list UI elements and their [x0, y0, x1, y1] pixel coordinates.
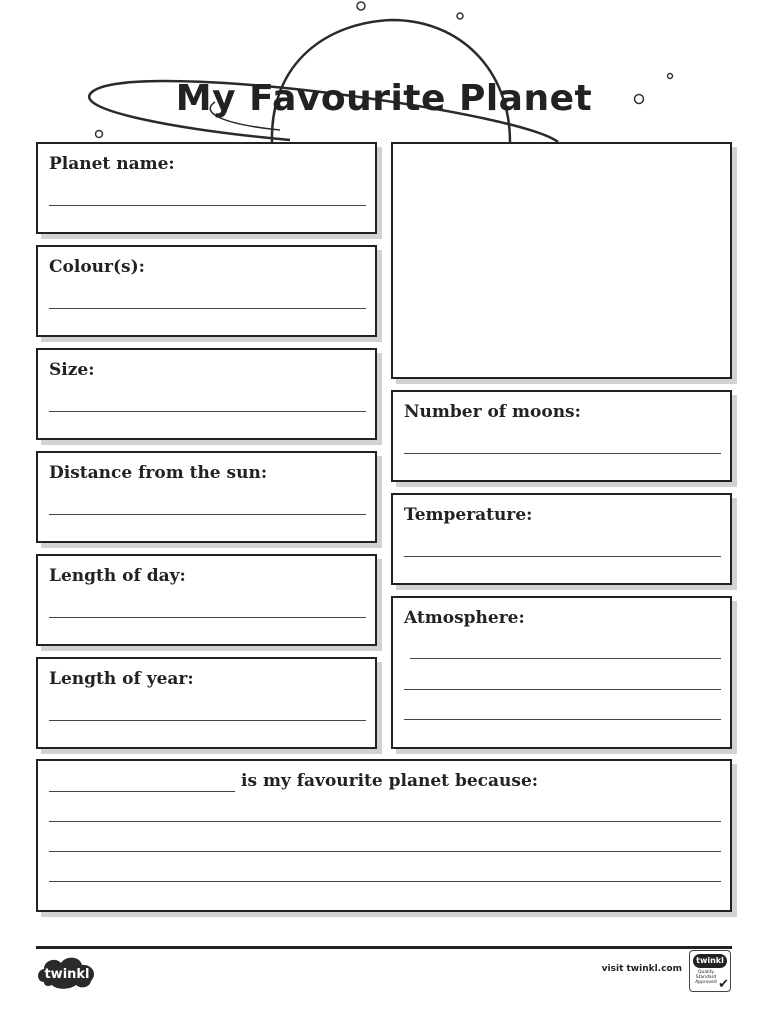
reason-answer-line[interactable]: [49, 821, 721, 822]
planet-name-box: [36, 142, 377, 234]
colours-label: Colour(s):: [49, 257, 145, 277]
number-of-moons-answer-line[interactable]: [404, 453, 721, 454]
favourite-reason-label: is my favourite planet because:: [241, 771, 539, 791]
checkmark-icon: ✔: [718, 977, 729, 992]
drawing-box[interactable]: [391, 142, 732, 379]
temperature-answer-line[interactable]: [404, 556, 721, 557]
reason-answer-line[interactable]: [49, 851, 721, 852]
quality-badge: [689, 950, 731, 992]
size-label: Size:: [49, 360, 95, 380]
distance-label: Distance from the sun:: [49, 463, 268, 483]
badge-brand: twinkl: [693, 954, 727, 968]
colours-answer-line[interactable]: [49, 308, 366, 309]
star-icon: [357, 2, 365, 10]
size-box: [36, 348, 377, 440]
atmosphere-label: Atmosphere:: [404, 608, 525, 628]
star-icon: [96, 131, 103, 138]
atmosphere-answer-line[interactable]: [404, 719, 721, 720]
distance-answer-line[interactable]: [49, 514, 366, 515]
length-of-day-answer-line[interactable]: [49, 617, 366, 618]
planet-name-label: Planet name:: [49, 154, 175, 174]
colours-box: [36, 245, 377, 337]
length-of-day-box: [36, 554, 377, 646]
favourite-planet-blank[interactable]: [49, 791, 235, 792]
temperature-box: [391, 493, 732, 585]
planet-name-answer-line[interactable]: [49, 205, 366, 206]
length-of-day-label: Length of day:: [49, 566, 186, 586]
number-of-moons-label: Number of moons:: [404, 402, 581, 422]
temperature-label: Temperature:: [404, 505, 533, 525]
visit-website-link[interactable]: visit twinkl.com: [601, 964, 682, 974]
length-of-year-label: Length of year:: [49, 669, 194, 689]
logo-text: twinkl: [44, 967, 90, 982]
planet-illustration: [0, 0, 768, 150]
page-title: My Favourite Planet: [175, 78, 593, 119]
footer-divider: [36, 946, 732, 949]
badge-caption: Quality Standard Approved: [695, 970, 717, 985]
distance-box: [36, 451, 377, 543]
atmosphere-box: [391, 596, 732, 749]
length-of-year-box: [36, 657, 377, 749]
star-icon: [457, 13, 463, 19]
atmosphere-answer-line[interactable]: [404, 689, 721, 690]
atmosphere-answer-line[interactable]: [410, 658, 721, 659]
number-of-moons-box: [391, 390, 732, 482]
favourite-reason-box: [36, 759, 732, 912]
length-of-year-answer-line[interactable]: [49, 720, 366, 721]
reason-answer-line[interactable]: [49, 881, 721, 882]
twinkl-logo: [36, 952, 98, 992]
size-answer-line[interactable]: [49, 411, 366, 412]
